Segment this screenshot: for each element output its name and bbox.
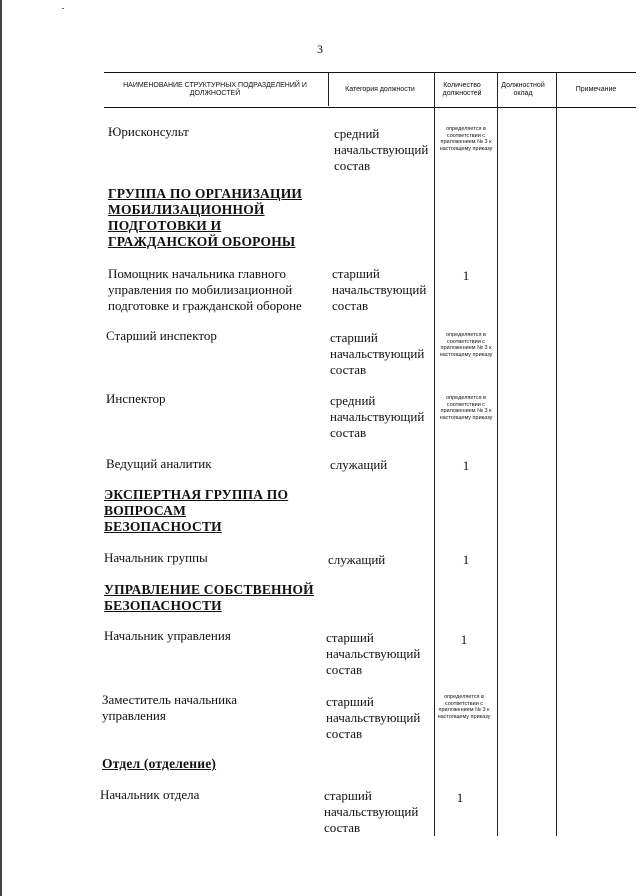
header-category: Категория должности <box>345 85 415 93</box>
position-note: определяется в соответствии с приложением № 3 к настоящему приказу <box>439 332 493 358</box>
position-quantity: 1 <box>460 632 468 647</box>
position-note: определяется в соответствии с приложением № 3 к настоящему приказу <box>437 694 491 720</box>
position-category: средний начальствующий состав <box>334 126 429 173</box>
section-title: ГРУППА ПО ОРГАНИЗАЦИИ МОБИЛИЗАЦИОННОЙ ПОДГОТОВКИ И ГРАЖДАНСКОЙ ОБОРОНЫ <box>108 186 303 249</box>
position-name: Начальник группы <box>104 550 208 565</box>
position-category: старший начальствующий состав <box>326 630 421 677</box>
position-note: определяется в соответствии с приложением № 3 к настоящему приказу <box>439 395 493 421</box>
position-category: старший начальствующий состав <box>330 330 425 377</box>
header-count: Количество должностей <box>442 81 482 97</box>
position-category: старший начальствующий состав <box>332 266 427 313</box>
position-category: служащий <box>328 552 386 567</box>
position-note: определяется в соответствии с приложением № 3 к настоящему приказу <box>439 126 493 152</box>
position-name: Помощник начальника главного управления по мобилизационной подготовке и гражданской обороне <box>108 266 302 313</box>
header-note: Примечание <box>575 85 617 93</box>
position-name: Старший инспектор <box>106 328 217 343</box>
position-name: Начальник отдела <box>100 787 200 802</box>
position-category: старший начальствующий состав <box>326 694 421 741</box>
position-quantity: 1 <box>462 458 470 473</box>
position-category: средний начальствующий состав <box>330 393 425 440</box>
position-quantity: 1 <box>456 790 464 805</box>
position-quantity: 1 <box>462 552 470 567</box>
header-salary: Должностной оклад <box>501 81 545 97</box>
position-category: старший начальствующий состав <box>324 788 419 835</box>
section-title: Отдел (отделение) <box>102 756 217 771</box>
section-title: ЭКСПЕРТНАЯ ГРУППА ПО ВОПРОСАМ БЕЗОПАСНОСТИ <box>104 487 289 534</box>
header-name: НАИМЕНОВАНИЕ СТРУКТУРНЫХ ПОДРАЗДЕЛЕНИЙ И ДОЛЖНОСТЕЙ <box>123 81 307 97</box>
position-name: Начальник управления <box>104 628 231 643</box>
position-name: Заместитель начальника управления <box>102 692 237 723</box>
position-name: Юрисконсульт <box>108 124 189 139</box>
position-name: Ведущий аналитик <box>106 456 212 471</box>
page-number: 3 <box>317 42 323 56</box>
section-title: УПРАВЛЕНИЕ СОБСТВЕННОЙ БЕЗОПАСНОСТИ <box>104 582 314 613</box>
position-quantity: 1 <box>462 268 470 283</box>
position-name: Инспектор <box>106 391 166 406</box>
position-category: служащий <box>330 457 388 472</box>
